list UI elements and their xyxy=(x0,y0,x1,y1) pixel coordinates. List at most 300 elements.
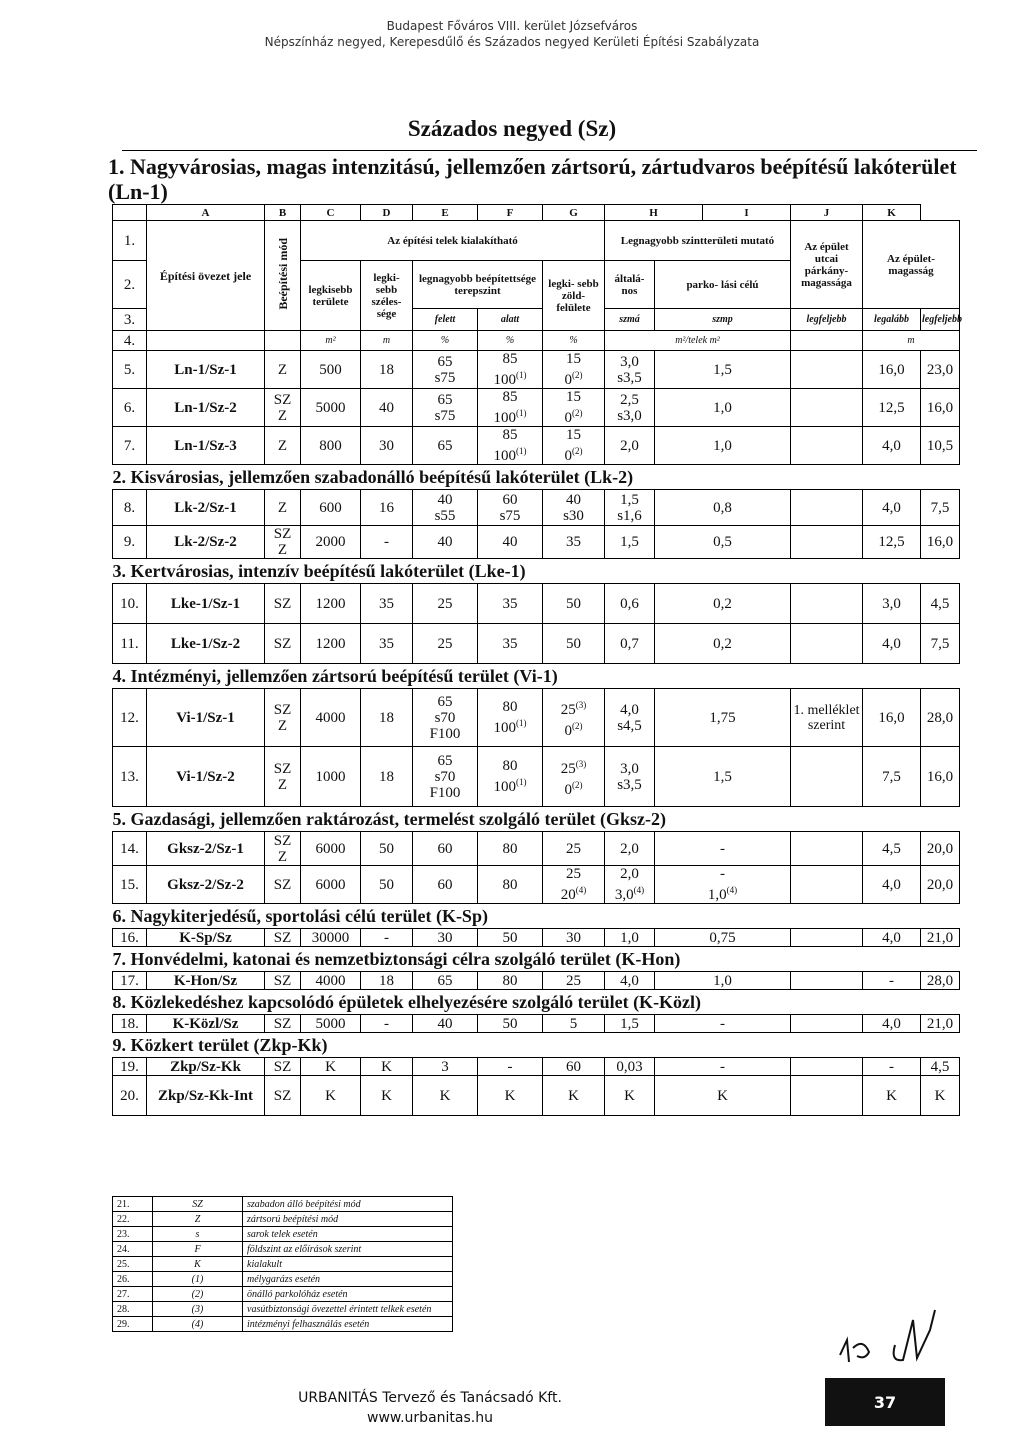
index-general: 2,5 s3,0 xyxy=(605,389,655,427)
built-above: 40 xyxy=(413,1015,478,1033)
index-parking: 1,75 xyxy=(655,689,791,747)
height-max: K xyxy=(921,1076,960,1116)
table-row xyxy=(113,526,960,559)
height-max: 28,0 xyxy=(921,689,960,747)
eave-height xyxy=(791,584,863,624)
eave-height xyxy=(791,526,863,559)
index-parking: 1,5 xyxy=(655,747,791,807)
built-above: 25 xyxy=(413,624,478,664)
col-d: D xyxy=(361,205,413,221)
index-general: 0,03 xyxy=(605,1058,655,1076)
min-green: 25$^{(3)}$ 0$^{(2)}$ xyxy=(543,747,605,807)
built-below: 85 100$^{(1)}$ xyxy=(478,351,543,389)
legend-code: (4) xyxy=(153,1317,243,1332)
col-i: I xyxy=(703,205,791,221)
built-above: 65 s75 xyxy=(413,351,478,389)
index-general: 1,5 xyxy=(605,1015,655,1033)
mode: SZ xyxy=(265,929,301,947)
section-heading xyxy=(113,807,960,832)
col-a: A xyxy=(147,205,265,221)
mode: SZ Z xyxy=(265,747,301,807)
min-green: 15 0$^{(2)}$ xyxy=(543,389,605,427)
min-width: - xyxy=(361,929,413,947)
col-j: J xyxy=(791,205,863,221)
eave-height xyxy=(791,624,863,664)
row-num: 9. xyxy=(113,526,147,559)
mode: Z xyxy=(265,490,301,526)
section-heading xyxy=(113,465,960,490)
min-green: 60 xyxy=(543,1058,605,1076)
plot-group-header: Az építési telek kialakítható xyxy=(301,221,605,261)
legend-table xyxy=(112,1196,453,1332)
height-max: 10,5 xyxy=(921,427,960,465)
row-num: 17. xyxy=(113,972,147,990)
min-green: 15 0$^{(2)}$ xyxy=(543,351,605,389)
legend-text: zártsorú beépítési mód xyxy=(243,1212,453,1227)
unit-index: m²/telek m² xyxy=(605,331,791,351)
built-above: 3 xyxy=(413,1058,478,1076)
legend-n: 24. xyxy=(113,1242,153,1257)
legend-code: (3) xyxy=(153,1302,243,1317)
row-num: 15. xyxy=(113,866,147,904)
built-above: 60 xyxy=(413,866,478,904)
min-green: 25$^{(3)}$ 0$^{(2)}$ xyxy=(543,689,605,747)
row-num: 13. xyxy=(113,747,147,807)
height-max: 7,5 xyxy=(921,490,960,526)
col-f: F xyxy=(478,205,543,221)
min-green: 25 xyxy=(543,972,605,990)
height-min: 12,5 xyxy=(863,526,921,559)
section-label: 5. Gazdasági, jellemzően raktározást, termelést szolgáló terület (Gksz-2) xyxy=(113,807,921,832)
min-width: 16 xyxy=(361,490,413,526)
legend-text: önálló parkolóház esetén xyxy=(243,1287,453,1302)
legend-text: intézményi felhasználás esetén xyxy=(243,1317,453,1332)
built-above: 65 s70 F100 xyxy=(413,689,478,747)
legend-row xyxy=(113,1242,453,1257)
height-max: 16,0 xyxy=(921,389,960,427)
legend-row xyxy=(113,1197,453,1212)
footer-web: www.urbanitas.hu xyxy=(367,1410,493,1426)
unit-pct-above: % xyxy=(413,331,478,351)
min-area: 800 xyxy=(301,427,361,465)
eave-height xyxy=(791,1058,863,1076)
height-min: 4,0 xyxy=(863,866,921,904)
row-num: 8. xyxy=(113,490,147,526)
index-general: 1,5 s1,6 xyxy=(605,490,655,526)
row-num-4: 4. xyxy=(113,331,147,351)
col-k: K xyxy=(863,205,921,221)
below-header: alatt xyxy=(478,309,543,331)
eave-height xyxy=(791,1076,863,1116)
table-row xyxy=(113,389,960,427)
legend-n: 23. xyxy=(113,1227,153,1242)
height-max: 21,0 xyxy=(921,1015,960,1033)
index-parking: - xyxy=(655,832,791,866)
legend-code: (1) xyxy=(153,1272,243,1287)
built-below: 80 xyxy=(478,866,543,904)
min-width: 35 xyxy=(361,624,413,664)
built-above: 60 xyxy=(413,832,478,866)
legend-text: szabadon álló beépítési mód xyxy=(243,1197,453,1212)
built-below: 80 100$^{(1)}$ xyxy=(478,689,543,747)
zone-code: Vi-1/Sz-2 xyxy=(147,747,265,807)
built-above: 40 s55 xyxy=(413,490,478,526)
legend-text: mélygarázs esetén xyxy=(243,1272,453,1287)
min-green: K xyxy=(543,1076,605,1116)
index-general: 3,0 s3,5 xyxy=(605,747,655,807)
zone-code: Ln-1/Sz-2 xyxy=(147,389,265,427)
built-below: K xyxy=(478,1076,543,1116)
mode: SZ xyxy=(265,972,301,990)
index-general: 3,0 s3,5 xyxy=(605,351,655,389)
legend-row xyxy=(113,1257,453,1272)
parking-header: parko- lási célú xyxy=(655,261,791,309)
mode: SZ xyxy=(265,1076,301,1116)
min-green: 30 xyxy=(543,929,605,947)
height-min-header: legalább xyxy=(863,309,921,331)
built-above: 65 xyxy=(413,427,478,465)
section-label: 6. Nagykiterjedésű, sportolási célú terület (K-Sp) xyxy=(113,904,921,929)
min-area: K xyxy=(301,1058,361,1076)
page-header xyxy=(0,18,1024,50)
built-below: 85 100$^{(1)}$ xyxy=(478,427,543,465)
row-num: 19. xyxy=(113,1058,147,1076)
eave-height xyxy=(791,747,863,807)
zone-code: Lke-1/Sz-2 xyxy=(147,624,265,664)
legend-code: s xyxy=(153,1227,243,1242)
height-min: - xyxy=(863,972,921,990)
height-max: 16,0 xyxy=(921,747,960,807)
zone-code: K-Hon/Sz xyxy=(147,972,265,990)
mode: SZ xyxy=(265,866,301,904)
legend-code: K xyxy=(153,1257,243,1272)
zone-code: Zkp/Sz-Kk-Int xyxy=(147,1076,265,1116)
section-heading xyxy=(113,990,960,1015)
zone-code: Gksz-2/Sz-2 xyxy=(147,866,265,904)
min-width: 18 xyxy=(361,972,413,990)
index-general: 0,7 xyxy=(605,624,655,664)
min-green: 25 xyxy=(543,832,605,866)
height-min: 4,0 xyxy=(863,427,921,465)
height-min: 4,0 xyxy=(863,929,921,947)
min-width: - xyxy=(361,526,413,559)
min-green: 5 xyxy=(543,1015,605,1033)
min-width: - xyxy=(361,1015,413,1033)
section-heading xyxy=(113,947,960,972)
max-built-header: legnagyobb beépítettsége terepszint xyxy=(413,261,543,309)
built-below: 80 100$^{(1)}$ xyxy=(478,747,543,807)
min-green: 25 20$^{(4)}$ xyxy=(543,866,605,904)
row-num: 11. xyxy=(113,624,147,664)
section-label: 4. Intézményi, jellemzően zártsorú beépítésű terület (Vi-1) xyxy=(113,664,921,689)
eave-sub-header: legfeljebb xyxy=(791,309,863,331)
height-max: 7,5 xyxy=(921,624,960,664)
built-above: 40 xyxy=(413,526,478,559)
mode: SZ xyxy=(265,624,301,664)
min-width: K xyxy=(361,1076,413,1116)
built-below: 60 s75 xyxy=(478,490,543,526)
min-green: 15 0$^{(2)}$ xyxy=(543,427,605,465)
row-num: 10. xyxy=(113,584,147,624)
zone-header: Építési övezet jele xyxy=(147,221,265,331)
height-min: 4,0 xyxy=(863,1015,921,1033)
index-general: 0,6 xyxy=(605,584,655,624)
min-area: 5000 xyxy=(301,389,361,427)
built-below: 50 xyxy=(478,929,543,947)
footer xyxy=(250,1388,610,1428)
min-green-header: legki- sebb zöld- felülete xyxy=(543,261,605,331)
built-below: 50 xyxy=(478,1015,543,1033)
zone-code: Lk-2/Sz-1 xyxy=(147,490,265,526)
legend-row xyxy=(113,1272,453,1287)
index-general: 2,0 xyxy=(605,832,655,866)
header-line-1: Budapest Főváros VIII. kerület Józsefváros xyxy=(386,19,638,33)
legend-code: Z xyxy=(153,1212,243,1227)
height-max: 20,0 xyxy=(921,866,960,904)
index-general: 4,0 s4,5 xyxy=(605,689,655,747)
zoning-table xyxy=(112,204,960,1116)
row-num: 5. xyxy=(113,351,147,389)
min-area: 5000 xyxy=(301,1015,361,1033)
min-area-header: legkisebb területe xyxy=(301,261,361,331)
height-min: 4,0 xyxy=(863,624,921,664)
legend-n: 22. xyxy=(113,1212,153,1227)
col-blank xyxy=(113,205,147,221)
unit-height: m xyxy=(863,331,960,351)
height-min: 3,0 xyxy=(863,584,921,624)
min-width: 40 xyxy=(361,389,413,427)
min-area: 4000 xyxy=(301,689,361,747)
height-min: - xyxy=(863,1058,921,1076)
eave-height xyxy=(791,866,863,904)
eave-height xyxy=(791,832,863,866)
legend-n: 21. xyxy=(113,1197,153,1212)
legend-row xyxy=(113,1287,453,1302)
index-general: 2,0 xyxy=(605,427,655,465)
unit-m: m xyxy=(361,331,413,351)
legend-n: 28. xyxy=(113,1302,153,1317)
section-label: 3. Kertvárosias, intenzív beépítésű lakóterület (Lke-1) xyxy=(113,559,921,584)
mode: SZ Z xyxy=(265,526,301,559)
min-area: 600 xyxy=(301,490,361,526)
row-num: 16. xyxy=(113,929,147,947)
index-general: 4,0 xyxy=(605,972,655,990)
legend-n: 29. xyxy=(113,1317,153,1332)
legend-text: földszint az előírások szerint xyxy=(243,1242,453,1257)
legend-n: 25. xyxy=(113,1257,153,1272)
min-width-header: legki- sebb széles- sége xyxy=(361,261,413,331)
eave-height xyxy=(791,929,863,947)
built-below: 40 xyxy=(478,526,543,559)
row-num: 20. xyxy=(113,1076,147,1116)
eave-height xyxy=(791,490,863,526)
index-parking: 0,8 xyxy=(655,490,791,526)
index-general: 2,0 3,0$^{(4)}$ xyxy=(605,866,655,904)
mode: SZ xyxy=(265,1015,301,1033)
section-label: 7. Honvédelmi, katonai és nemzetbiztonsági célra szolgáló terület (K-Hon) xyxy=(113,947,921,972)
min-width: 18 xyxy=(361,689,413,747)
table-row xyxy=(113,832,960,866)
min-area: K xyxy=(301,1076,361,1116)
zone-code: Lke-1/Sz-1 xyxy=(147,584,265,624)
eave-height xyxy=(791,351,863,389)
built-above: 65 s75 xyxy=(413,389,478,427)
table-row xyxy=(113,689,960,747)
mode: Z xyxy=(265,351,301,389)
min-area: 1200 xyxy=(301,624,361,664)
height-max: 21,0 xyxy=(921,929,960,947)
built-above: 30 xyxy=(413,929,478,947)
min-area: 4000 xyxy=(301,972,361,990)
min-area: 6000 xyxy=(301,832,361,866)
index-parking: 0,2 xyxy=(655,584,791,624)
height-min: 16,0 xyxy=(863,689,921,747)
row-num: 14. xyxy=(113,832,147,866)
index-parking: - xyxy=(655,1058,791,1076)
legend-text: vasútbiztonsági övezettel érintett telkek esetén xyxy=(243,1302,453,1317)
min-green: 35 xyxy=(543,526,605,559)
col-h: H xyxy=(605,205,703,221)
row-num-2: 2. xyxy=(113,261,147,309)
section-heading xyxy=(113,904,960,929)
legend-code: SZ xyxy=(153,1197,243,1212)
zone-code: Ln-1/Sz-1 xyxy=(147,351,265,389)
signature-mark xyxy=(835,1300,955,1370)
min-width: 50 xyxy=(361,866,413,904)
row-num: 12. xyxy=(113,689,147,747)
min-area: 6000 xyxy=(301,866,361,904)
min-area: 2000 xyxy=(301,526,361,559)
table-row xyxy=(113,866,960,904)
eave-height xyxy=(791,1015,863,1033)
zone-code: Zkp/Sz-Kk xyxy=(147,1058,265,1076)
min-width: 50 xyxy=(361,832,413,866)
index-parking: 0,2 xyxy=(655,624,791,664)
unit-pct-below: % xyxy=(478,331,543,351)
table-row xyxy=(113,351,960,389)
section-label: 9. Közkert terület (Zkp-Kk) xyxy=(113,1033,921,1058)
index-general: K xyxy=(605,1076,655,1116)
height-max: 4,5 xyxy=(921,584,960,624)
above-header: felett xyxy=(413,309,478,331)
zone-code: Vi-1/Sz-1 xyxy=(147,689,265,747)
height-max: 20,0 xyxy=(921,832,960,866)
index-parking: - 1,0$^{(4)}$ xyxy=(655,866,791,904)
min-area: 30000 xyxy=(301,929,361,947)
table-row xyxy=(113,929,960,947)
min-green: 40 s30 xyxy=(543,490,605,526)
index-general: 1,0 xyxy=(605,929,655,947)
height-min: 4,5 xyxy=(863,832,921,866)
built-above: 25 xyxy=(413,584,478,624)
index-parking: K xyxy=(655,1076,791,1116)
title-rule xyxy=(122,150,977,151)
min-width: 35 xyxy=(361,584,413,624)
built-above: 65 xyxy=(413,972,478,990)
built-above: 65 s70 F100 xyxy=(413,747,478,807)
index-parking: 1,0 xyxy=(655,389,791,427)
szmp-header: szmp xyxy=(655,309,791,331)
row-num-1: 1. xyxy=(113,221,147,261)
height-min: 16,0 xyxy=(863,351,921,389)
table-row xyxy=(113,972,960,990)
table-row xyxy=(113,624,960,664)
mode: SZ Z xyxy=(265,689,301,747)
legend-n: 27. xyxy=(113,1287,153,1302)
col-g: G xyxy=(543,205,605,221)
height-max: 23,0 xyxy=(921,351,960,389)
built-below: - xyxy=(478,1058,543,1076)
section-label: 8. Közlekedéshez kapcsolódó épületek elhelyezésére szolgáló terület (K-Közl) xyxy=(113,990,921,1015)
table-row xyxy=(113,747,960,807)
index-parking: 1,0 xyxy=(655,972,791,990)
mode: SZ xyxy=(265,584,301,624)
zone-code: Gksz-2/Sz-1 xyxy=(147,832,265,866)
index-general: 1,5 xyxy=(605,526,655,559)
built-below: 80 xyxy=(478,972,543,990)
mode: SZ xyxy=(265,1058,301,1076)
eave-height xyxy=(791,427,863,465)
mode: SZ Z xyxy=(265,389,301,427)
index-parking: 1,5 xyxy=(655,351,791,389)
col-e: E xyxy=(413,205,478,221)
col-c: C xyxy=(301,205,361,221)
legend-n: 26. xyxy=(113,1272,153,1287)
min-width: 18 xyxy=(361,351,413,389)
max-index-header: Legnagyobb szintterületi mutató xyxy=(605,221,791,261)
min-width: 30 xyxy=(361,427,413,465)
height-min: 4,0 xyxy=(863,490,921,526)
eave-header: Az épület utcai párkány- magassága xyxy=(791,221,863,309)
legend-row xyxy=(113,1317,453,1332)
min-green: 50 xyxy=(543,624,605,664)
row-num: 18. xyxy=(113,1015,147,1033)
min-width: 18 xyxy=(361,747,413,807)
section-heading xyxy=(113,1033,960,1058)
built-below: 35 xyxy=(478,584,543,624)
table-row xyxy=(113,584,960,624)
section-1-heading: 1. Nagyvárosias, magas intenzitású, jellemzően zártsorú, zártudvaros beépítésű lakóterület (Ln-1) xyxy=(108,154,957,204)
header-line-2: Népszínház negyed, Kerepesdűlő és Százados negyed Kerületi Építési Szabályzata xyxy=(264,35,760,49)
zone-code: Lk-2/Sz-2 xyxy=(147,526,265,559)
built-above: K xyxy=(413,1076,478,1116)
row-num: 6. xyxy=(113,389,147,427)
legend-code: F xyxy=(153,1242,243,1257)
eave-height xyxy=(791,389,863,427)
height-max: 16,0 xyxy=(921,526,960,559)
height-max: 4,5 xyxy=(921,1058,960,1076)
unit-m2: m² xyxy=(301,331,361,351)
section-heading xyxy=(113,559,960,584)
min-area: 500 xyxy=(301,351,361,389)
height-max: 28,0 xyxy=(921,972,960,990)
mode: SZ Z xyxy=(265,832,301,866)
legend-row xyxy=(113,1212,453,1227)
row-num-3: 3. xyxy=(113,309,147,331)
footer-company: URBANITÁS Tervező és Tanácsadó Kft. xyxy=(298,1390,562,1406)
min-green: 50 xyxy=(543,584,605,624)
height-min: K xyxy=(863,1076,921,1116)
general-header: általá- nos xyxy=(605,261,655,309)
built-below: 35 xyxy=(478,624,543,664)
height-min: 12,5 xyxy=(863,389,921,427)
section-heading xyxy=(113,664,960,689)
index-parking: - xyxy=(655,1015,791,1033)
index-parking: 1,0 xyxy=(655,427,791,465)
index-parking: 0,75 xyxy=(655,929,791,947)
legend-row xyxy=(113,1227,453,1242)
index-parking: 0,5 xyxy=(655,526,791,559)
